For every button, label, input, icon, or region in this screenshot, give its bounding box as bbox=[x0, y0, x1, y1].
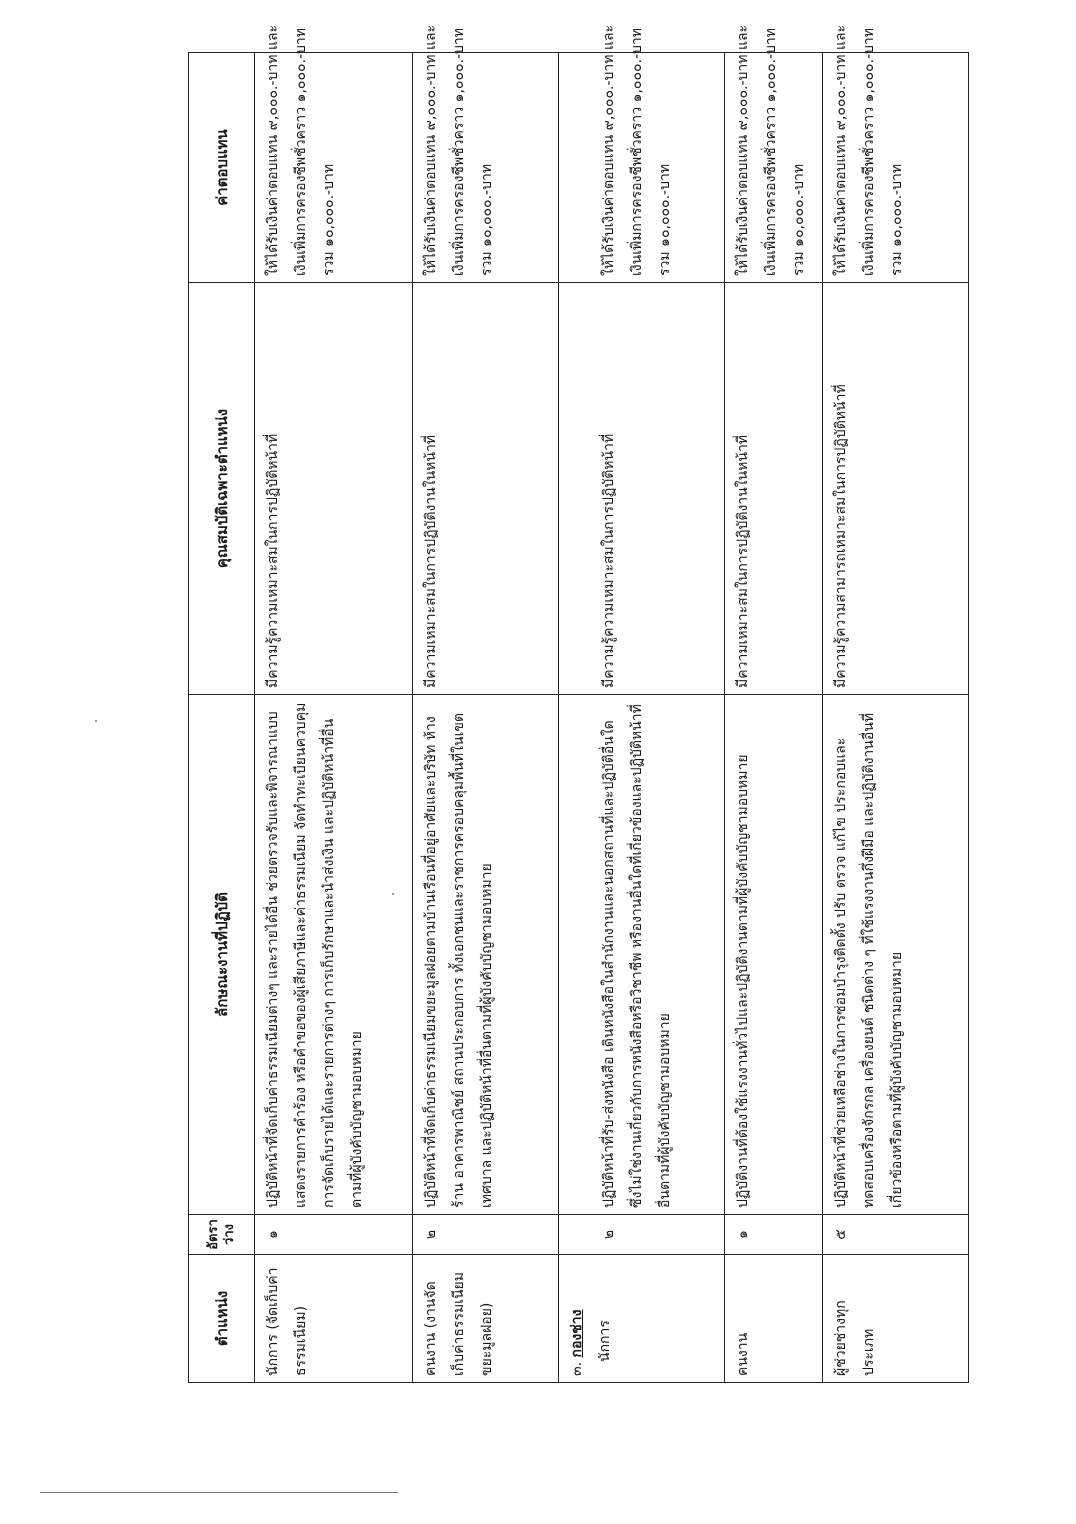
pay-line-3: รวม ๑๐,๐๐๐.-บาท bbox=[889, 163, 905, 276]
pay-line-1: ให้ได้รับเงินค่าตอบแทน ๙,๐๐๐.-บาท และ bbox=[265, 24, 281, 276]
pay-line-2: เงินเพิ่มการครองชีพชั่วคราว ๑,๐๐๐.-บาท bbox=[293, 27, 309, 276]
header-vacancies: อัตราว่าง bbox=[189, 1215, 255, 1255]
cell-position: คนงาน (งานจัดเก็บค่าธรรมเนียมขยะมูลฝอย) bbox=[413, 1255, 559, 1383]
table-header-row bbox=[189, 53, 255, 1383]
cell-compensation bbox=[559, 24, 725, 283]
pay-line-3: รวม ๑๐,๐๐๐.-บาท bbox=[321, 163, 337, 276]
cell-position: นักการ (จัดเก็บค่าธรรมเนียม) bbox=[255, 1255, 413, 1383]
cell-compensation bbox=[413, 24, 559, 283]
cell-compensation bbox=[823, 24, 969, 283]
cell-duties: ปฏิบัติหน้าที่ช่วยเหลือช่างในการซ่อมบำรุงติดตั้ง ปรับ ตรวจ แก้ไข ประกอบและทดสอบเครื่องจักรกล เครื่องยนต์ ชนิดต่าง ๆ ที่ใช้แรงงานกึ่งฝีมือ และปฏิบัติงานอื่นที่เกี่ยวข้องหรือตามที่ผู้บังคับบัญชามอบหมาย bbox=[823, 695, 969, 1215]
cell-position: ผู้ช่วยช่างทุกประเภท bbox=[823, 1255, 969, 1383]
cell-qualifications: มีความเหมาะสมในการปฏิบัติงานในหน้าที่ bbox=[413, 283, 559, 695]
header-compensation: ค่าตอบแทน bbox=[189, 53, 255, 283]
pay-line-2: เงินเพิ่มการครองชีพชั่วคราว ๑,๐๐๐.-บาท bbox=[451, 27, 467, 276]
pay-line-1: ให้ได้รับเงินค่าตอบแทน ๙,๐๐๐.-บาท และ bbox=[735, 24, 751, 276]
table-row bbox=[725, 53, 823, 1383]
pay-line-3: รวม ๑๐,๐๐๐.-บาท bbox=[657, 163, 673, 276]
scan-edge-line bbox=[40, 1492, 398, 1493]
header-position: ตำแหน่ง bbox=[189, 1255, 255, 1383]
positions-table bbox=[188, 24, 969, 1383]
cell-qualifications: มีความรู้ความเหมาะสมในการปฏิบัติหน้าที่ bbox=[255, 283, 413, 695]
scan-speck bbox=[95, 720, 97, 722]
cell-vacancies: ๒ bbox=[413, 1215, 559, 1255]
pay-line-3: รวม ๑๐,๐๐๐.-บาท bbox=[791, 163, 807, 276]
scan-speck bbox=[392, 893, 394, 895]
cell-position: คนงาน bbox=[725, 1255, 823, 1383]
pay-line-2: เงินเพิ่มการครองชีพชั่วคราว ๑,๐๐๐.-บาท bbox=[861, 27, 877, 276]
pay-line-2: เงินเพิ่มการครองชีพชั่วคราว ๑,๐๐๐.-บาท bbox=[629, 27, 645, 276]
cell-compensation bbox=[255, 24, 413, 283]
cell-vacancies: ๕ bbox=[823, 1215, 969, 1255]
section-heading bbox=[563, 1261, 591, 1376]
pay-line-1: ให้ได้รับเงินค่าตอบแทน ๙,๐๐๐.-บาท และ bbox=[833, 24, 849, 276]
pay-line-1: ให้ได้รับเงินค่าตอบแทน ๙,๐๐๐.-บาท และ bbox=[423, 24, 439, 276]
section-number: ๓. bbox=[569, 1361, 585, 1376]
header-duties: ลักษณะงานที่ปฏิบัติ bbox=[189, 695, 255, 1215]
table-row bbox=[823, 53, 969, 1383]
pay-line-1: ให้ได้รับเงินค่าตอบแทน ๙,๐๐๐.-บาท และ bbox=[601, 24, 617, 276]
cell-vacancies: ๑ bbox=[255, 1215, 413, 1255]
table-row bbox=[559, 53, 725, 1383]
table-row bbox=[255, 53, 413, 1383]
table-row bbox=[413, 53, 559, 1383]
cell-duties: ปฏิบัติหน้าที่จัดเก็บค่าธรรมเนียมขยะมูลฝอยตามบ้านเรือนที่อยู่อาศัยและบริษัท ห้างร้าน อาคารพาณิชย์ สถานประกอบการ ทั้งเอกชนและราชการครอบคลุมพื้นที่ในเขตเทศบาล และปฏิบัติหน้าที่อื่นตามที่ผู้บังคับบัญชามอบหมาย bbox=[413, 695, 559, 1215]
pay-line-3: รวม ๑๐,๐๐๐.-บาท bbox=[479, 163, 495, 276]
cell-duties: ปฏิบัติหน้าที่รับ-ส่งหนังสือ เดินหนังสือในสำนักงานและนอกสถานที่และปฏิบัติอื่นใด ซึ่งไม่ใช่งานเกี่ยวกับการหนังสือหรือวิชาชีพ หรืองานอื่นใดที่เกี่ยวข้องและปฏิบัติหน้าที่อื่นตามที่ผู้บังคับบัญชามอบหมาย bbox=[559, 695, 725, 1215]
cell-qualifications: มีความเหมาะสมในการปฏิบัติงานในหน้าที่ bbox=[725, 283, 823, 695]
section-name: กองช่าง bbox=[569, 1309, 585, 1358]
position-name: นักการ bbox=[597, 1320, 613, 1362]
cell-compensation bbox=[725, 24, 823, 283]
cell-duties: ปฏิบัติหน้าที่จัดเก็บค่าธรรมเนียมต่างๆ และรายได้อื่น ช่วยตรวจรับและพิจารณาแบบแสดงรายการคำร้อง หรือคำขอของผู้เสียภาษีและค่าธรรมเนียม จัดทำทะเบียนควบคุมการจัดเก็บรายได้และรายการต่างๆ การเก็บรักษาและนำส่งเงิน และปฏิบัติหน้าที่อื่นตามที่ผู้บังคับบัญชามอบหมาย bbox=[255, 695, 413, 1215]
pay-line-2: เงินเพิ่มการครองชีพชั่วคราว ๑,๐๐๐.-บาท bbox=[763, 27, 779, 276]
cell-vacancies: ๒ bbox=[559, 1215, 725, 1255]
cell-qualifications: มีความรู้ความเหมาะสมในการปฏิบัติหน้าที่ bbox=[559, 283, 725, 695]
cell-qualifications: มีความรู้ความสามารถเหมาะสมในการปฏิบัติหน้าที่ bbox=[823, 283, 969, 695]
header-qualifications: คุณสมบัติเฉพาะตำแหน่ง bbox=[189, 283, 255, 695]
cell-vacancies: ๑ bbox=[725, 1215, 823, 1255]
cell-duties: ปฏิบัติงานที่ต้องใช้แรงงานทั่วไปและปฏิบัติงานตามที่ผู้บังคับบัญชามอบหมาย bbox=[725, 695, 823, 1215]
rotated-page-content bbox=[188, 24, 968, 1383]
cell-position bbox=[559, 1255, 725, 1383]
